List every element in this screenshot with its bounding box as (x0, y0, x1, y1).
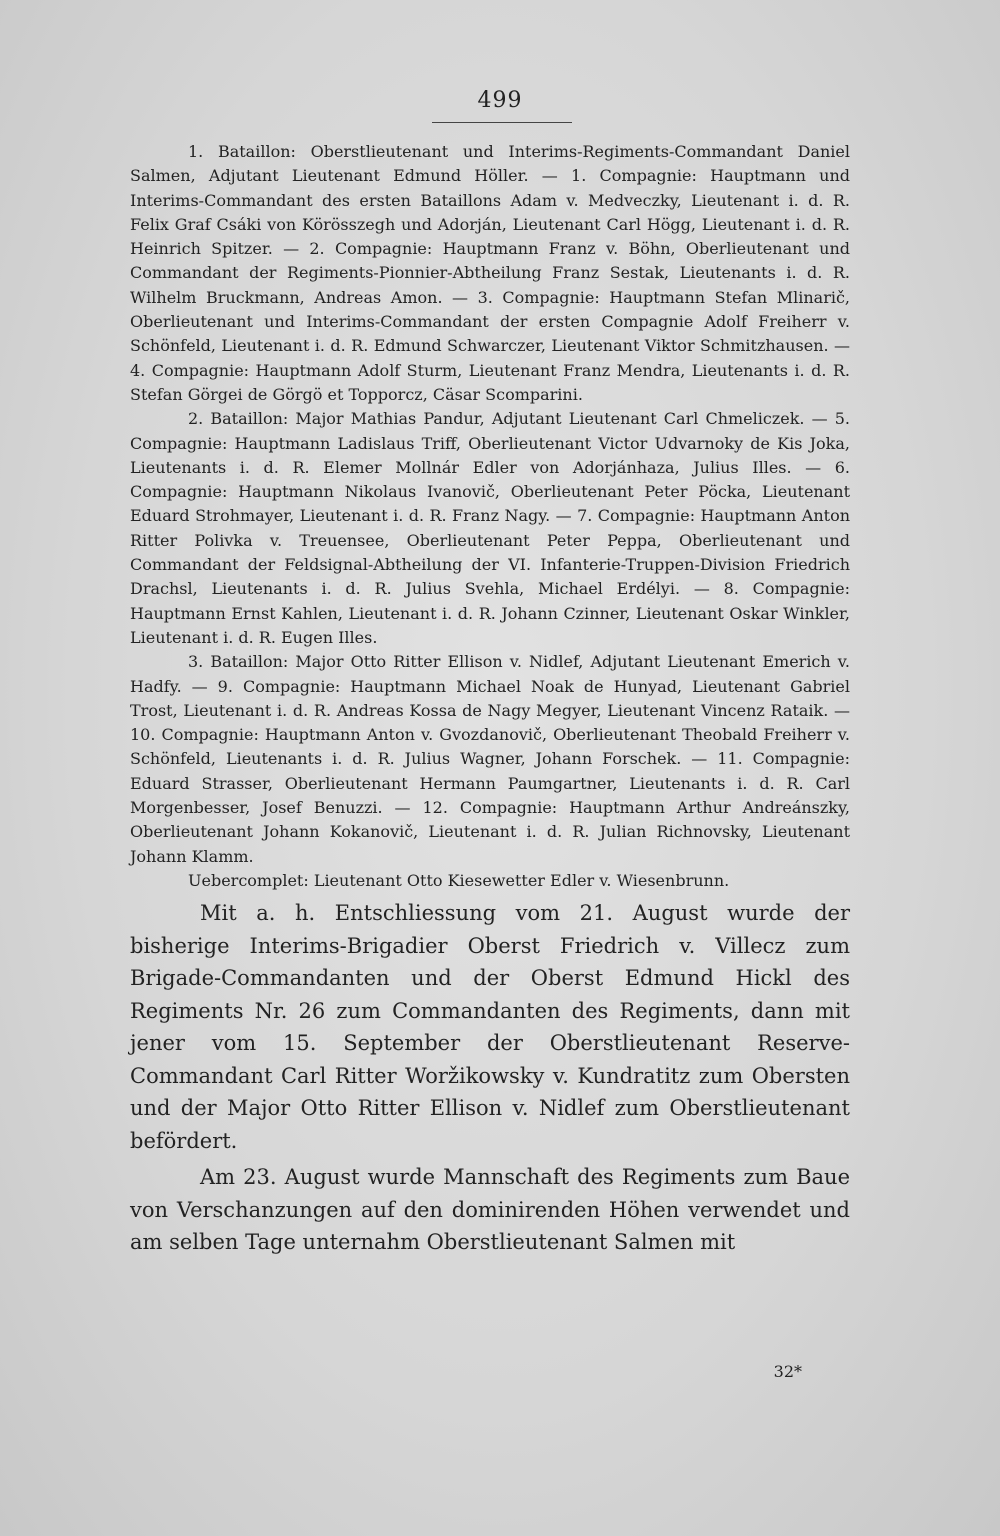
roster-paragraph-battalion-1: 1. Bataillon: Oberstlieutenant und Interims-Regiments-Commandant Daniel Salmen, Adjutant Lieutenant Edmund Höller. — 1. Compagnie: Hauptmann und Interims-Commandant des ersten Bataillons Adam v. Medveczky, Lieutenant i. d. R. Felix Graf Csáki von Körösszegh und Adorján, Lieutenant Carl Högg, Lieutenant i. d. R. Heinrich Spitzer. — 2. Compagnie: Hauptmann Franz v. Böhn, Oberlieutenant und Commandant der Regiments-Pionnier-Abtheilung Franz Sestak, Lieutenants i. d. R. Wilhelm Bruckmann, Andreas Amon. — 3. Compagnie: Hauptmann Stefan Mlinarič, Oberlieutenant und Interims-Commandant der ersten Compagnie Adolf Freiherr v. Schönfeld, Lieutenant i. d. R. Edmund Schwarczer, Lieutenant Viktor Schmitzhausen. — 4. Compagnie: Hauptmann Adolf Sturm, Lieutenant Franz Mendra, Lieutenants i. d. R. Stefan Görgei de Görgö et Topporcz, Cäsar Scomparini. (130, 142, 850, 404)
roster-paragraph-battalion-2: 2. Bataillon: Major Mathias Pandur, Adjutant Lieutenant Carl Chmeliczek. — 5. Compagnie: Hauptmann Ladislaus Triff, Oberlieutenant Victor Udvarnoky de Kis Joka, Lieutenants i. d. R. Elemer Mollnár Edler von Adorjánhaza, Julius Illes. — 6. Compagnie: Hauptmann Nikolaus Ivanovič, Oberlieutenant Peter Pöcka, Lieutenant Eduard Strohmayer, Lieutenant i. d. R. Franz Nagy. — 7. Compagnie: Hauptmann Anton Ritter Polivka v. Treuensee, Oberlieutenant Peter Peppa, Oberlieutenant und Commandant der Feldsignal-Abtheilung der VI. Infanterie-Truppen-Division Friedrich Drachsl, Lieutenants i. d. R. Julius Svehla, Michael Erdélyi. — 8. Compagnie: Hauptmann Ernst Kahlen, Lieutenant i. d. R. Johann Czinner, Lieutenant Oskar Winkler, Lieutenant i. d. R. Eugen Illes. (130, 409, 850, 647)
printer-signature-mark: 32* (773, 1362, 802, 1381)
roster-section (130, 140, 850, 893)
narrative-paragraph-fortifications: Am 23. August wurde Mannschaft des Regiments zum Baue von Verschanzungen auf den dominirenden Höhen verwendet und am selben Tage unternahm Oberstlieutenant Salmen mit (130, 1165, 850, 1255)
narrative-section (130, 897, 850, 1259)
page-body (130, 140, 850, 1259)
header-rule (432, 122, 572, 123)
page-number: 499 (477, 88, 523, 113)
roster-paragraph-supernumerary: Uebercomplet: Lieutenant Otto Kiesewetter Edler v. Wiesenbrunn. (188, 870, 730, 890)
narrative-paragraph-promotions: Mit a. h. Entschliessung vom 21. August wurde der bisherige Interims-Brigadier Oberst Friedrich v. Villecz zum Brigade-Commandanten und der Oberst Edmund Hickl des Regiments Nr. 26 zum Commandanten des Regiments, dann mit jener vom 15. September der Oberstlieutenant Reserve-Commandant Carl Ritter Woržikowsky v. Kundratitz zum Obersten und der Major Otto Ritter Ellison v. Nidlef zum Oberstlieutenant befördert. (130, 901, 850, 1153)
roster-paragraph-battalion-3: 3. Bataillon: Major Otto Ritter Ellison v. Nidlef, Adjutant Lieutenant Emerich v. Hadfy. — 9. Compagnie: Hauptmann Michael Noak de Hunyad, Lieutenant Gabriel Trost, Lieutenant i. d. R. Andreas Kossa de Nagy Megyer, Lieutenant Vincenz Rataik. — 10. Compagnie: Hauptmann Anton v. Gvozdanovič, Oberlieutenant Theobald Freiherr v. Schönfeld, Lieutenants i. d. R. Julius Wagner, Johann Forschek. — 11. Compagnie: Eduard Strasser, Oberlieutenant Hermann Paumgartner, Lieutenants i. d. R. Carl Morgenbesser, Josef Benuzzi. — 12. Compagnie: Hauptmann Arthur Andreánszky, Oberlieutenant Johann Kokanovič, Lieutenant i. d. R. Julian Richnovsky, Lieutenant Johann Klamm. (130, 652, 850, 866)
